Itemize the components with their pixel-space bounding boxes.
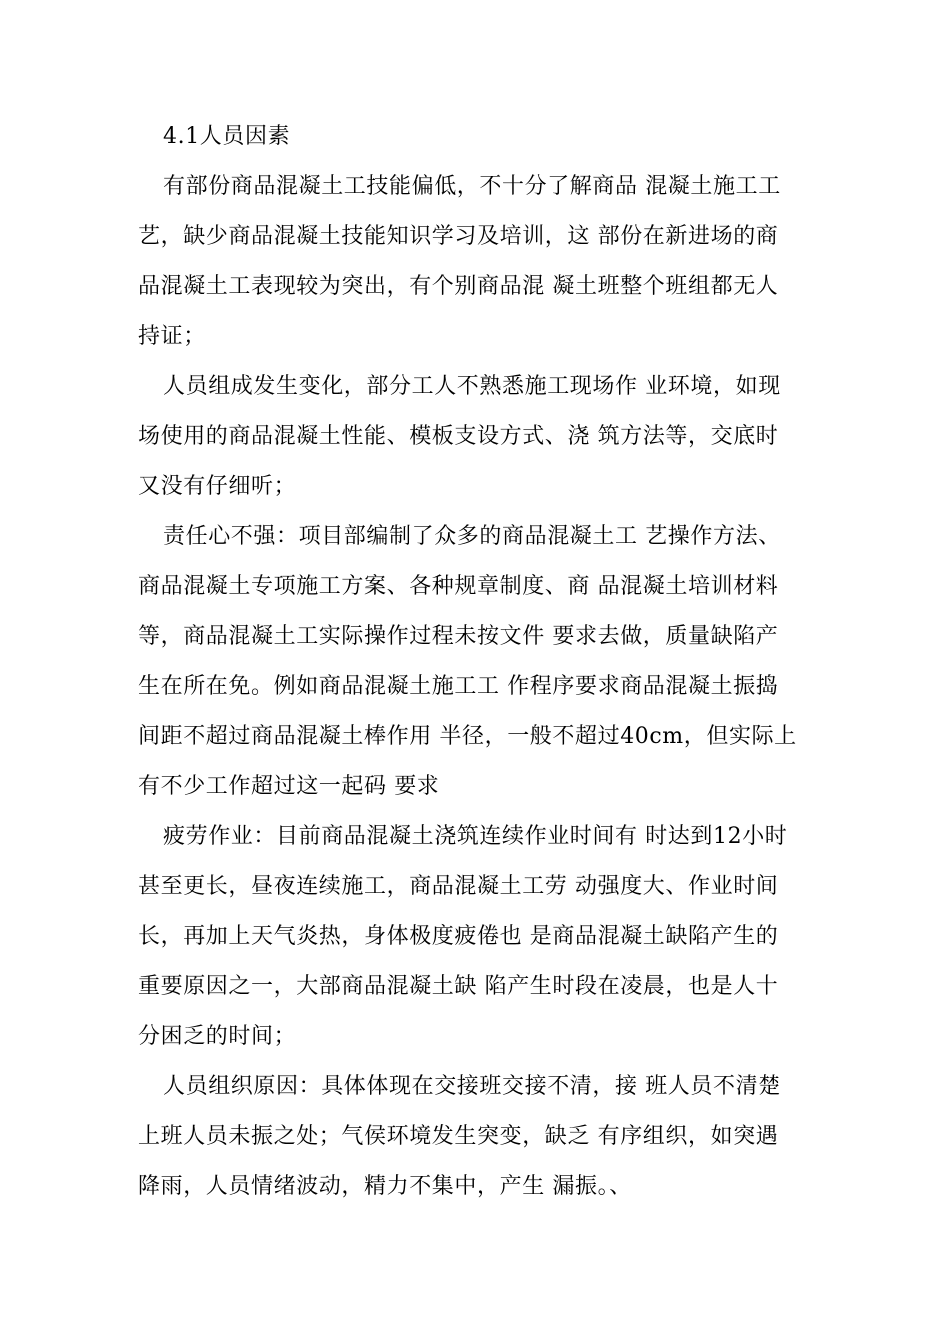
text-line: 人员组织原因：具体体现在交接班交接不清，接 班人员不清楚: [163, 1074, 781, 1099]
paragraph-responsibility: [138, 512, 828, 812]
text-line: 责任心不强：项目部编制了众多的商品混凝土工 艺操作方法、: [163, 524, 781, 549]
text-line: 等，商品混凝土工实际操作过程未按文件 要求去做，质量缺陷产: [138, 624, 779, 649]
section-heading: 4.1人员因素: [163, 124, 291, 149]
text-line: 场使用的商品混凝土性能、模板支设方式、浇 筑方法等，交底时: [138, 424, 779, 449]
document-body: [138, 112, 828, 1212]
text-line: 重要原因之一，大部商品混凝土缺 陷产生时段在凌晨，也是人十: [138, 974, 779, 999]
text-line: 品混凝土工表现较为突出，有个别商品混 凝土班整个班组都无人: [138, 274, 779, 299]
paragraph-skill: [138, 162, 828, 362]
text-line: 长，再加上天气炎热，身体极度疲倦也 是商品混凝土缺陷产生的: [138, 924, 779, 949]
text-line: 又没有仔细听；: [138, 474, 297, 499]
paragraph-fatigue: [138, 812, 828, 1062]
paragraph-organization: [138, 1062, 828, 1212]
text-line: 商品混凝土专项施工方案、各种规章制度、商 品混凝土培训材料: [138, 574, 779, 599]
text-line: 人员组成发生变化，部分工人不熟悉施工现场作 业环境，如现: [163, 374, 781, 399]
text-line: 有不少工作超过这一起码 要求: [138, 774, 440, 799]
text-line: 生在所在免。例如商品混凝土施工工 作程序要求商品混凝土振捣: [138, 674, 779, 699]
text-line: 持证；: [138, 324, 206, 349]
text-line: 艺，缺少商品混凝土技能知识学习及培训，这 部份在新进场的商: [138, 224, 779, 249]
text-line: 间距不超过商品混凝土棒作用 半径，一般不超过40cm，但实际上: [138, 724, 797, 749]
text-line: 甚至更长，昼夜连续施工，商品混凝土工劳 动强度大、作业时间: [138, 874, 779, 899]
text-line: 分困乏的时间；: [138, 1024, 297, 1049]
text-line: 有部份商品混凝土工技能偏低，不十分了解商品 混凝土施工工: [163, 174, 781, 199]
text-line: 上班人员未振之处；气侯环境发生突变，缺乏 有序组织，如突遇: [138, 1124, 779, 1149]
paragraph-staff-change: [138, 362, 828, 512]
text-line: 降雨，人员情绪波动，精力不集中，产生 漏振。、: [138, 1174, 632, 1199]
text-line: 疲劳作业：目前商品混凝土浇筑连续作业时间有 时达到12小时: [163, 824, 788, 849]
